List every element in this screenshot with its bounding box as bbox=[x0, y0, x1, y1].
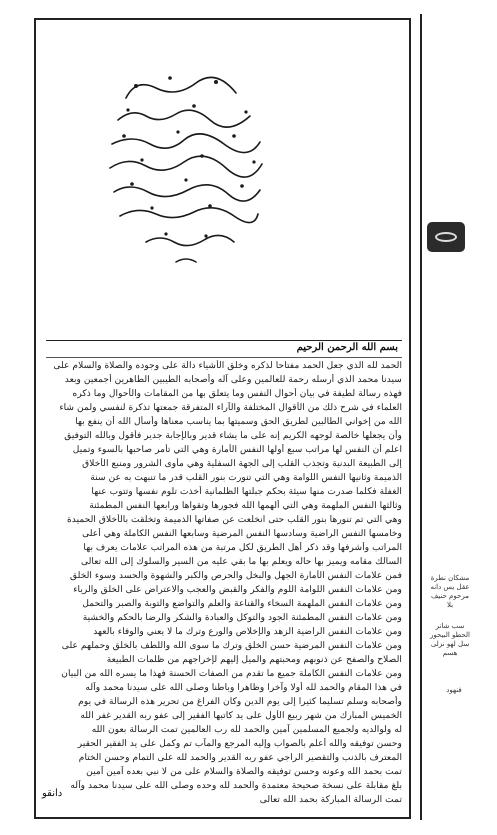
text-header-bar bbox=[46, 340, 402, 358]
text-line: وأن يجعلها خالصة لوجهه الكريم إنه على ما يشاء قدير وبالإجابة جدير فأقول وبالله التوفيق bbox=[64, 429, 402, 441]
text-line: تمت بحمد الله وعونه وحسن توفيقه والصلاة والسلام على من لا نبي بعده آمين آمين bbox=[86, 765, 402, 777]
text-line: الخميس المبارك من شهر ربيع الأول على يد كاتبها الفقير إلى عفو ربه القدير غفر الله bbox=[80, 709, 402, 721]
library-stamp bbox=[427, 222, 465, 252]
right-margin-rule bbox=[420, 14, 422, 820]
margin-note-1: مشكان نطرة عقل يس دانه مرحوم حنيف بلا bbox=[430, 574, 470, 609]
text-line: فهذه رسالة لطيفة في بيان أحوال النفس وما يتعلق بها من المقامات والأحوال وما ذكره bbox=[72, 387, 402, 399]
text-line: ومن علامات النفس اللوامة اللوم والفكر والقبض والعجب والاعتراض على الخلق والرياء bbox=[73, 583, 402, 595]
text-line: إلى الطبيعة البدنية وتجذب القلب إلى الجهة السفلية وهي مأوى الشرور ومنبع الأخلاق bbox=[82, 457, 402, 469]
text-line: وهي التي تم تنورها بنور القلب حتى انخلعت عن صفاتها الذميمة وتخلقت بالأخلاق الحميدة bbox=[66, 513, 402, 525]
text-line: اعلم أن النفس لها مراتب سبع أولها النفس الأمارة وهي التي تأمر صاحبها بالسوء وتميل bbox=[72, 443, 402, 455]
text-line: ومن علامات النفس الملهمة السخاء والقناعة والعلم والتواضع والتوبة والصبر والتحمل bbox=[82, 597, 402, 609]
text-line: ومن علامات النفس المرضية حسن الخلق وترك ما سوى الله واللطف بالخلق وحملهم على bbox=[61, 639, 402, 651]
text-line: له ولوالديه ولجميع المسلمين آمين والحمد لله رب العالمين تمت الرسالة بعون الله bbox=[91, 723, 402, 735]
text-line: الغفلة فكلما صدرت منها سيئة بحكم جبلتها الظلمانية أخذت تلوم نفسها وتتوب عنها bbox=[91, 485, 402, 497]
text-line: العلماء في شرح ذلك من الأقوال المختلفة والآراء المتفرقة جمعتها تذكرة لنفسي ولمن شاء bbox=[59, 401, 402, 413]
text-line: وخامسها النفس الراضية وسادسها النفس المرضية وسابعها النفس الكاملة وهي أعلى bbox=[82, 527, 402, 539]
footer-catchword: دانقو bbox=[42, 788, 63, 799]
text-line: ومن علامات النفس الراضية الزهد والإخلاص والورع وترك ما لا يعني والوفاء بالعهد bbox=[93, 625, 402, 637]
text-line: بلغ مقابلة على نسخة صحيحة معتمدة والحمد لله وحده وصلى الله على سيدنا محمد وآله bbox=[70, 779, 402, 791]
text-line: السالك مقامه ويميز بها حاله ويعلم بها ما بقي عليه من السير والسلوك إلى الله تعالى bbox=[80, 555, 402, 567]
text-line: وثالثها النفس الملهمة وهي التي ألهمها الله فجورها وتقواها ورابعها النفس المطمئنة bbox=[89, 499, 402, 511]
text-line: الصلاح والصفح عن ذنوبهم ومحبتهم والميل إليهم لإخراجهم من ظلمات الطبيعة bbox=[106, 653, 402, 665]
text-line: وحسن توفيقه والله أعلم بالصواب وإليه المرجع والمآب تم وكمل على يد الفقير الحقير bbox=[77, 737, 402, 749]
text-line: الحمد لله الذي جعل الحمد مفتاحا لذكره وخلق الأشياء دالة على وجوده والصلاة والسلام على bbox=[53, 360, 402, 371]
manuscript-text-block bbox=[46, 360, 402, 806]
text-line: الله من إخواني الطالبين لطريق الحق وسميتها بما يناسب معناها وأسأل الله أن ينفع بها bbox=[75, 415, 402, 427]
ownership-seal-image bbox=[106, 58, 266, 278]
text-line: في هذا المقام والحمد لله أولا وآخرا وظاهرا وباطنا وصلى الله على سيدنا محمد وآله bbox=[85, 681, 402, 693]
text-line: سيدنا محمد الذي أرسله رحمة للعالمين وعلى آله وأصحابه الطيبين الطاهرين أجمعين وبعد bbox=[64, 373, 402, 385]
text-line: ومن علامات النفس الكاملة جميع ما تقدم من الصفات الحسنة فهذا ما يسره الله من البيان bbox=[61, 667, 402, 679]
text-line: وأصحابه وسلم تسليما كثيرا إلى يوم الدين وكان الفراغ من تحرير هذه الرسالة في يوم bbox=[78, 695, 402, 707]
margin-note-3: فنهود bbox=[446, 686, 462, 694]
margin-note-2: سب شانر الحطو البيحور سل لهو نزلى هسم bbox=[430, 622, 470, 657]
stamp-emblem-icon bbox=[435, 232, 457, 242]
text-line: ومن علامات النفس المطمئنة الجود والتوكل والعبادة والشكر والرضا بالحكم والخشية bbox=[82, 611, 402, 623]
text-line: المعترف بالذنب والتقصير الراجي عفو ربه القدير والحمد لله على التمام وحسن الختام bbox=[78, 751, 402, 763]
text-line: فمن علامات النفس الأمارة الجهل والبخل والحرص والكبر والشهوة والحسد وسوء الخلق bbox=[70, 569, 402, 581]
text-line: الذميمة وثانيها النفس اللوامة وهي التي تنورت بنور القلب قدر ما تنبهت به عن سنة bbox=[90, 471, 402, 483]
text-header-title: بسم الله الرحمن الرحيم bbox=[296, 342, 398, 353]
text-line: تمت الرسالة المباركة بحمد الله تعالى bbox=[259, 793, 402, 805]
text-line: المراتب وأشرفها وقد ذكر أهل الطريق لكل مرتبة من هذه المراتب علامات يعرف بها bbox=[83, 541, 402, 553]
